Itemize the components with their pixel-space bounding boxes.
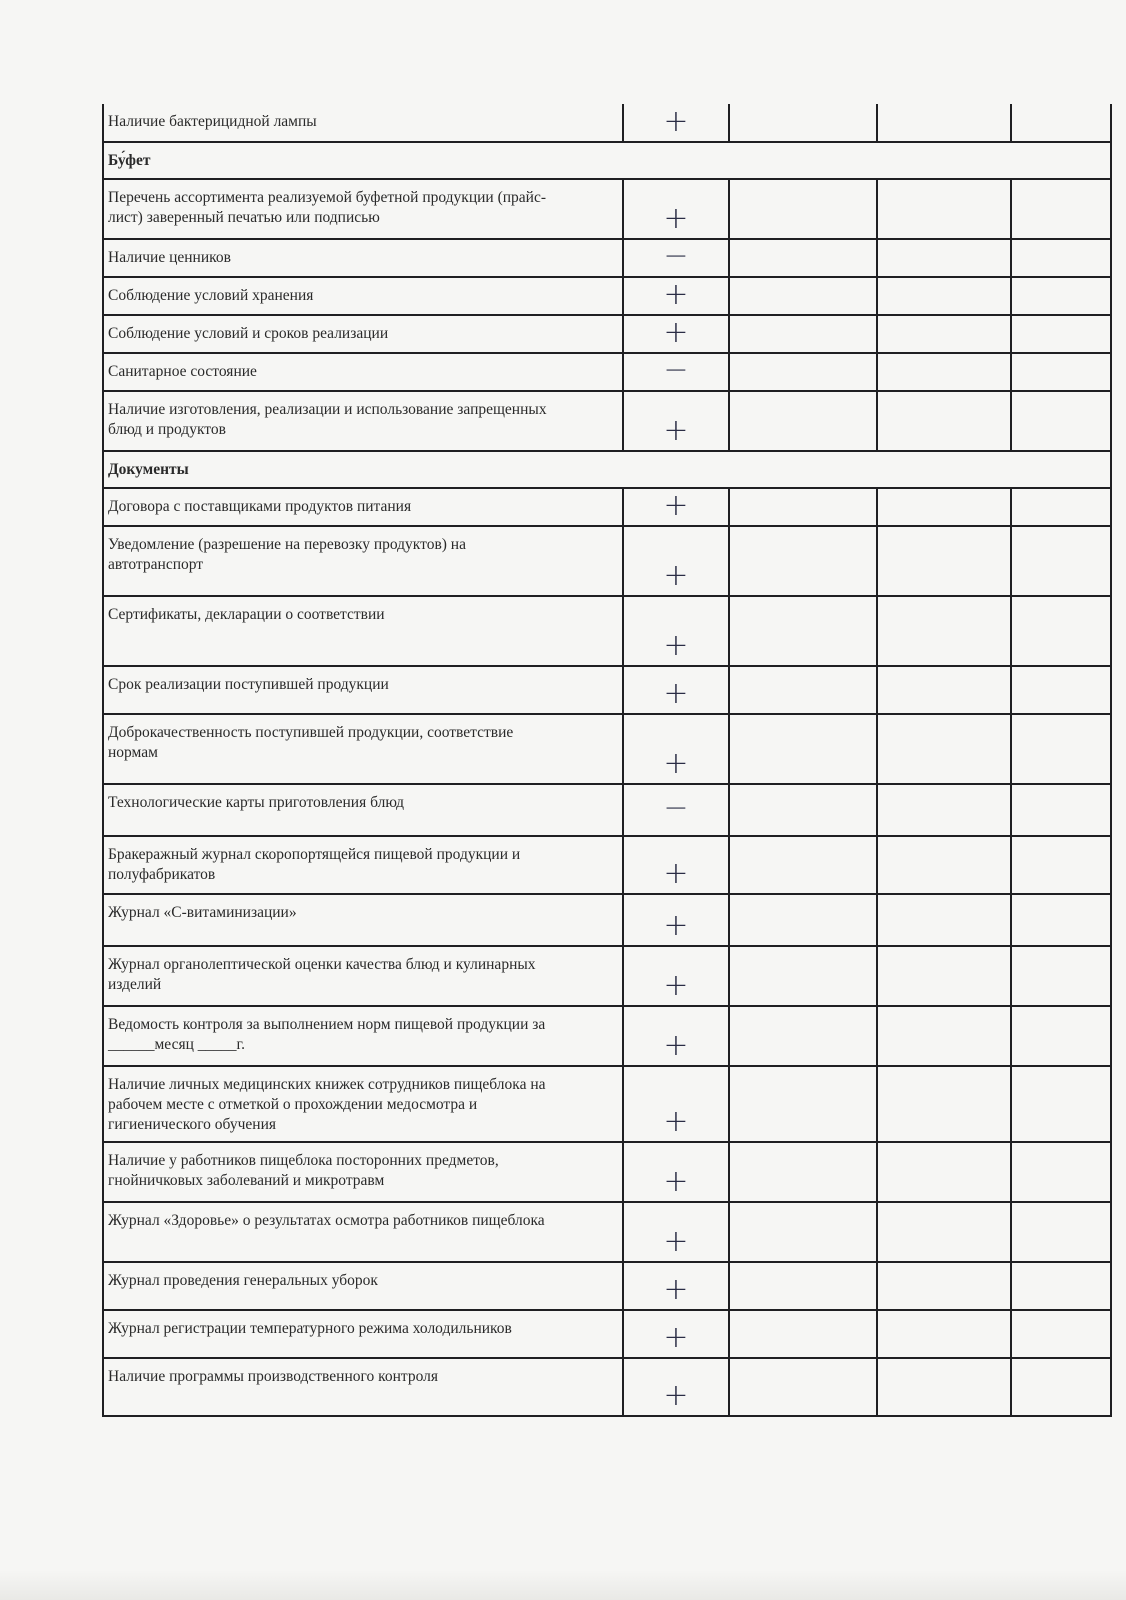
checklist-row <box>103 1310 1111 1358</box>
criterion-label: Журнал «С-витаминизации» <box>108 904 297 921</box>
minus-mark-icon: − <box>663 352 689 388</box>
empty-cell-c <box>1011 1262 1111 1310</box>
empty-cell-b <box>877 596 1011 666</box>
empty-cell-a <box>729 1006 877 1066</box>
checklist-row <box>103 714 1111 784</box>
handwritten-mark-cell <box>623 1358 729 1416</box>
plus-mark-icon: + <box>663 315 689 350</box>
empty-cell-a <box>729 1262 877 1310</box>
criterion-label: Уведомление (разрешение на перевозку продуктов) на автотранспорт <box>108 536 466 573</box>
checklist-row <box>103 104 1111 142</box>
checklist-row <box>103 894 1111 946</box>
checklist-row <box>103 239 1111 277</box>
criterion-label: Наличие ценников <box>108 249 231 266</box>
empty-cell-a <box>729 277 877 315</box>
empty-cell-b <box>877 526 1011 596</box>
plus-mark-icon: + <box>663 104 689 139</box>
criterion-label: Ведомость контроля за выполнением норм пищевой продукции за ______месяц _____г. <box>108 1016 546 1053</box>
empty-cell-a <box>729 353 877 391</box>
criterion-label: Сертификаты, декларации о соответствии <box>108 606 385 623</box>
paper-bottom-edge <box>0 1570 1126 1600</box>
criterion-label: Журнал «Здоровье» о результатах осмотра работников пищеблока <box>108 1212 545 1229</box>
criterion-label: Наличие у работников пищеблока посторонних предметов, гнойничковых заболеваний и микротравм <box>108 1152 499 1189</box>
checklist-row <box>103 596 1111 666</box>
criterion-cell <box>103 179 623 239</box>
checklist-row <box>103 1358 1111 1416</box>
criterion-label: Журнал регистрации температурного режима холодильников <box>108 1320 512 1337</box>
empty-cell-a <box>729 836 877 894</box>
empty-cell-c <box>1011 784 1111 836</box>
plus-mark-icon: + <box>663 1028 689 1063</box>
empty-cell-a <box>729 894 877 946</box>
empty-cell-a <box>729 179 877 239</box>
plus-mark-icon: + <box>663 1164 689 1199</box>
handwritten-mark-cell <box>623 526 729 596</box>
criterion-cell <box>103 666 623 714</box>
criterion-cell <box>103 315 623 353</box>
criterion-cell <box>103 1066 623 1142</box>
empty-cell-a <box>729 526 877 596</box>
empty-cell-b <box>877 1358 1011 1416</box>
criterion-label: Перечень ассортимента реализуемой буфетной продукции (прайс- лист) заверенный печатью или подписью <box>108 189 547 226</box>
criterion-label: Наличие бактерицидной лампы <box>108 113 317 130</box>
criterion-label: Доброкачественность поступившей продукции, соответствие нормам <box>108 724 514 761</box>
criterion-cell <box>103 353 623 391</box>
empty-cell-c <box>1011 946 1111 1006</box>
empty-cell-b <box>877 894 1011 946</box>
handwritten-mark-cell <box>623 784 729 836</box>
empty-cell-b <box>877 1006 1011 1066</box>
empty-cell-a <box>729 315 877 353</box>
section-header-cell <box>103 451 1111 488</box>
handwritten-mark-cell <box>623 353 729 391</box>
empty-cell-c <box>1011 1066 1111 1142</box>
handwritten-mark-cell <box>623 1006 729 1066</box>
handwritten-mark-cell <box>623 1262 729 1310</box>
handwritten-mark-cell <box>623 1142 729 1202</box>
handwritten-mark-cell <box>623 894 729 946</box>
criterion-cell <box>103 1006 623 1066</box>
empty-cell-a <box>729 104 877 142</box>
plus-mark-icon: + <box>663 968 689 1003</box>
criterion-label: Соблюдение условий и сроков реализации <box>108 325 389 342</box>
checklist-row <box>103 391 1111 451</box>
checklist-row <box>103 1066 1111 1142</box>
plus-mark-icon: + <box>663 1272 689 1307</box>
criterion-label: Наличие личных медицинских книжек сотрудников пищеблока на рабочем месте с отметкой о прохождении медосмотра и гигиенического обучения <box>108 1076 546 1133</box>
plus-mark-icon: + <box>663 908 689 943</box>
empty-cell-a <box>729 239 877 277</box>
handwritten-mark-cell <box>623 179 729 239</box>
criterion-cell <box>103 488 623 526</box>
handwritten-mark-cell <box>623 946 729 1006</box>
handwritten-mark-cell <box>623 836 729 894</box>
criterion-cell <box>103 1142 623 1202</box>
empty-cell-c <box>1011 836 1111 894</box>
empty-cell-b <box>877 666 1011 714</box>
empty-cell-b <box>877 784 1011 836</box>
empty-cell-a <box>729 488 877 526</box>
empty-cell-b <box>877 353 1011 391</box>
handwritten-mark-cell <box>623 666 729 714</box>
minus-mark-icon: − <box>663 238 689 274</box>
plus-mark-icon: + <box>663 488 689 523</box>
empty-cell-b <box>877 946 1011 1006</box>
empty-cell-c <box>1011 666 1111 714</box>
handwritten-mark-cell <box>623 277 729 315</box>
inspection-checklist-table <box>102 104 1112 1417</box>
criterion-cell <box>103 714 623 784</box>
empty-cell-b <box>877 1310 1011 1358</box>
criterion-cell <box>103 1358 623 1416</box>
empty-cell-b <box>877 104 1011 142</box>
checklist-row <box>103 1262 1111 1310</box>
empty-cell-a <box>729 1310 877 1358</box>
criterion-label: Соблюдение условий хранения <box>108 287 314 304</box>
handwritten-mark-cell <box>623 239 729 277</box>
empty-cell-b <box>877 277 1011 315</box>
checklist-row <box>103 277 1111 315</box>
empty-cell-b <box>877 239 1011 277</box>
checklist-row <box>103 666 1111 714</box>
criterion-label: Наличие изготовления, реализации и использование запрещенных блюд и продуктов <box>108 401 547 438</box>
empty-cell-c <box>1011 1142 1111 1202</box>
empty-cell-c <box>1011 1006 1111 1066</box>
empty-cell-a <box>729 391 877 451</box>
handwritten-mark-cell <box>623 714 729 784</box>
plus-mark-icon: + <box>663 856 689 891</box>
empty-cell-c <box>1011 353 1111 391</box>
section-title: Документы <box>108 461 189 478</box>
empty-cell-c <box>1011 488 1111 526</box>
criterion-cell <box>103 104 623 142</box>
section-header-row <box>103 142 1111 179</box>
empty-cell-a <box>729 714 877 784</box>
section-header-row <box>103 451 1111 488</box>
empty-cell-c <box>1011 1310 1111 1358</box>
criterion-label: Санитарное состояние <box>108 363 257 380</box>
empty-cell-b <box>877 391 1011 451</box>
criterion-cell <box>103 946 623 1006</box>
plus-mark-icon: + <box>663 1104 689 1139</box>
criterion-label: Технологические карты приготовления блюд <box>108 794 404 811</box>
criterion-label: Журнал органолептической оценки качества блюд и кулинарных изделий <box>108 956 536 993</box>
checklist-row <box>103 179 1111 239</box>
empty-cell-c <box>1011 714 1111 784</box>
empty-cell-a <box>729 1142 877 1202</box>
checklist-row <box>103 353 1111 391</box>
checklist-row <box>103 836 1111 894</box>
checklist-row <box>103 488 1111 526</box>
handwritten-mark-cell <box>623 1310 729 1358</box>
empty-cell-b <box>877 488 1011 526</box>
empty-cell-c <box>1011 239 1111 277</box>
handwritten-mark-cell <box>623 315 729 353</box>
handwritten-mark-cell <box>623 488 729 526</box>
empty-cell-a <box>729 1066 877 1142</box>
checklist-row <box>103 1202 1111 1262</box>
plus-mark-icon: + <box>663 413 689 448</box>
criterion-label: Договора с поставщиками продуктов питания <box>108 498 412 515</box>
criterion-cell <box>103 894 623 946</box>
empty-cell-a <box>729 596 877 666</box>
empty-cell-b <box>877 714 1011 784</box>
checklist-page <box>102 104 1110 1417</box>
handwritten-mark-cell <box>623 1202 729 1262</box>
empty-cell-a <box>729 784 877 836</box>
empty-cell-b <box>877 179 1011 239</box>
empty-cell-c <box>1011 1202 1111 1262</box>
handwritten-mark-cell <box>623 104 729 142</box>
empty-cell-c <box>1011 179 1111 239</box>
empty-cell-b <box>877 315 1011 353</box>
empty-cell-c <box>1011 391 1111 451</box>
criterion-cell <box>103 1310 623 1358</box>
plus-mark-icon: + <box>663 1320 689 1355</box>
section-title: Бу́фет <box>108 152 151 169</box>
empty-cell-a <box>729 1202 877 1262</box>
checklist-row <box>103 315 1111 353</box>
criterion-label: Журнал проведения генеральных уборок <box>108 1272 378 1289</box>
criterion-cell <box>103 1262 623 1310</box>
empty-cell-c <box>1011 526 1111 596</box>
empty-cell-b <box>877 1202 1011 1262</box>
empty-cell-c <box>1011 1358 1111 1416</box>
plus-mark-icon: + <box>663 201 689 236</box>
checklist-row <box>103 784 1111 836</box>
empty-cell-c <box>1011 104 1111 142</box>
plus-mark-icon: + <box>663 628 689 663</box>
criterion-cell <box>103 391 623 451</box>
empty-cell-c <box>1011 277 1111 315</box>
handwritten-mark-cell <box>623 596 729 666</box>
plus-mark-icon: + <box>663 746 689 781</box>
plus-mark-icon: + <box>663 676 689 711</box>
criterion-cell <box>103 596 623 666</box>
plus-mark-icon: + <box>663 1224 689 1259</box>
criterion-label: Срок реализации поступившей продукции <box>108 676 389 693</box>
empty-cell-a <box>729 946 877 1006</box>
handwritten-mark-cell <box>623 1066 729 1142</box>
empty-cell-b <box>877 1262 1011 1310</box>
criterion-cell <box>103 239 623 277</box>
plus-mark-icon: + <box>663 1378 689 1413</box>
empty-cell-a <box>729 666 877 714</box>
criterion-cell <box>103 526 623 596</box>
empty-cell-b <box>877 1066 1011 1142</box>
minus-mark-icon: − <box>663 790 689 826</box>
criterion-cell <box>103 1202 623 1262</box>
criterion-cell <box>103 277 623 315</box>
criterion-label: Бракеражный журнал скоропортящейся пищевой продукции и полуфабрикатов <box>108 846 521 883</box>
criterion-label: Наличие программы производственного контроля <box>108 1368 438 1385</box>
empty-cell-a <box>729 1358 877 1416</box>
empty-cell-c <box>1011 894 1111 946</box>
criterion-cell <box>103 836 623 894</box>
checklist-row <box>103 1006 1111 1066</box>
empty-cell-b <box>877 836 1011 894</box>
handwritten-mark-cell <box>623 391 729 451</box>
plus-mark-icon: + <box>663 558 689 593</box>
criterion-cell <box>103 784 623 836</box>
empty-cell-c <box>1011 596 1111 666</box>
checklist-row <box>103 946 1111 1006</box>
empty-cell-c <box>1011 315 1111 353</box>
section-header-cell <box>103 142 1111 179</box>
checklist-row <box>103 526 1111 596</box>
checklist-row <box>103 1142 1111 1202</box>
empty-cell-b <box>877 1142 1011 1202</box>
plus-mark-icon: + <box>663 277 689 312</box>
